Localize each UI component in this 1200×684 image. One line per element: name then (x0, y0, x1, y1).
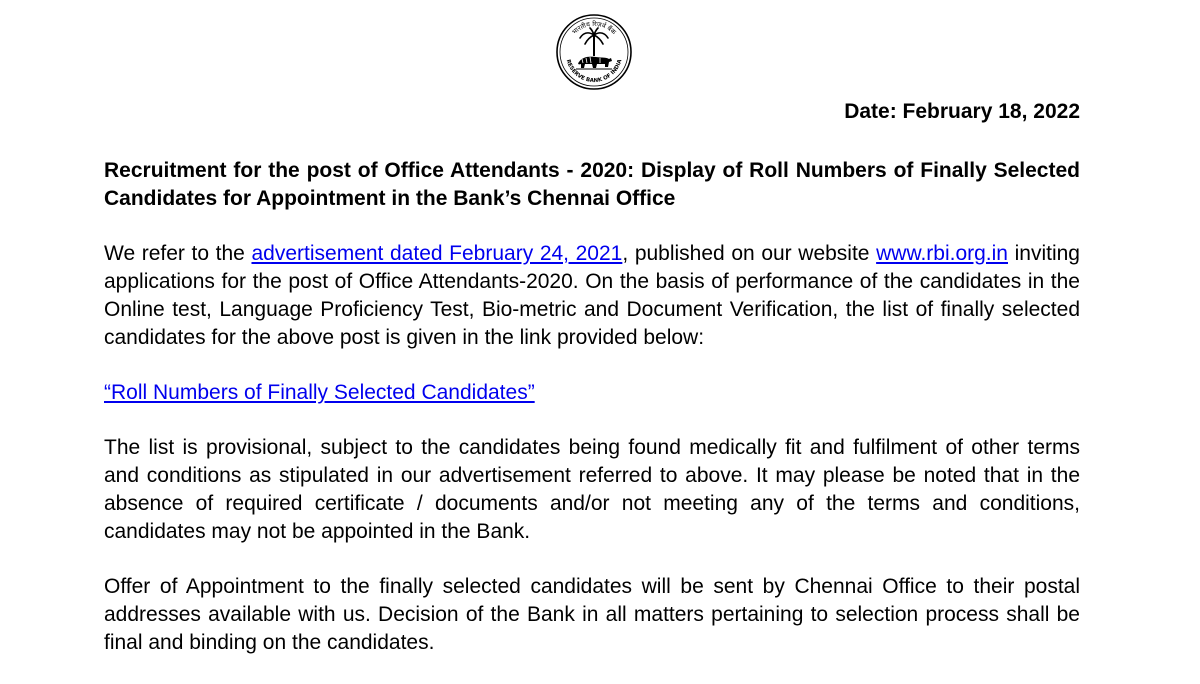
offer-of-appointment-paragraph: Offer of Appointment to the finally selected candidates will be sent by Chennai Office to their postal addresses available with us. Decision of the Bank in all matters pertaining to selection process shall be final and binding on the candidates. (104, 575, 1080, 654)
intro-suffix: inviting applications for the post of Office Attendants-2020. On the basis of performance of the candidates in the Online test, Language Proficiency Test, Bio-metric and Document Verification, the list of finally selected candidates for the above post is given in the link provided below: (104, 242, 1080, 349)
release-date: Date: February 18, 2022 (844, 100, 1080, 123)
rbi-seal-icon (554, 12, 634, 92)
advertisement-link[interactable]: advertisement dated February 24, 2021 (251, 242, 623, 265)
intro-paragraph (104, 240, 1080, 352)
intro-middle: , published on our website (622, 242, 877, 265)
page-title: Recruitment for the post of Office Attendants - 2020: Display of Roll Numbers of Finally Selected Candidates for Appointment in the Bank’s Chennai Office (104, 159, 1080, 210)
provisional-notice-paragraph: The list is provisional, subject to the candidates being found medically fit and fulfilment of other terms and conditions as stipulated in our advertisement referred to above. It may please be noted that in the absence of required certificate / documents and/or not meeting any of the terms and conditions, candidates may not be appointed in the Bank. (104, 436, 1080, 543)
roll-numbers-link[interactable]: “Roll Numbers of Finally Selected Candidates” (104, 381, 535, 404)
emblem-bottom-text: RESERVE BANK OF INDIA (564, 58, 624, 85)
document-body (104, 157, 1080, 684)
intro-prefix: We refer to the (104, 242, 252, 265)
emblem-top-text: भारतीय रिज़र्व बैंक (570, 19, 618, 37)
website-link[interactable]: www.rbi.org.in (876, 242, 1008, 265)
roll-numbers-paragraph (104, 379, 1080, 407)
